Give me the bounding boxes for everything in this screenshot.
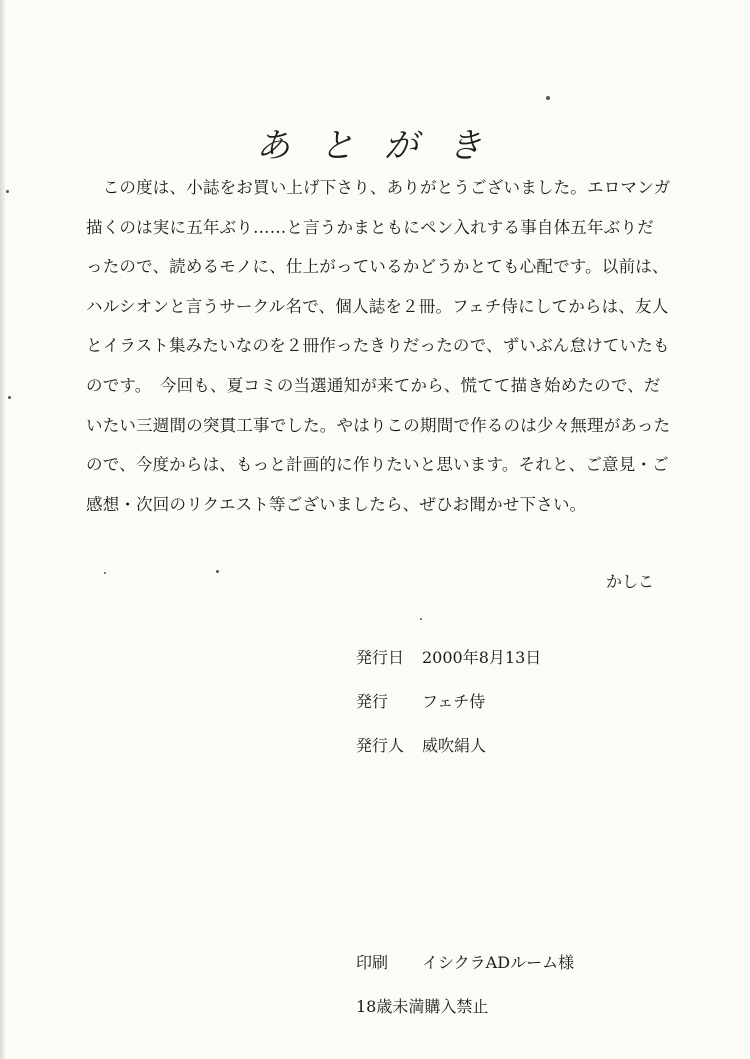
dust-speck [546, 96, 550, 100]
age-notice-row [356, 989, 574, 1033]
body-line: この度は、小誌をお買い上げ下さり、ありがとうございました。エロマンガ [86, 178, 671, 197]
signoff: かしこ [605, 572, 654, 591]
body-line: ハルシオンと言うサークル名で、個人誌を２冊。フェチ侍にしてからは、友人 [86, 296, 669, 316]
colophon-value: 2000年8月13日 [422, 648, 542, 667]
dust-speck [420, 618, 422, 620]
body-line: ので、今度からは、もっと計画的に作りたいと思います。それと、ご意見・ご [86, 455, 669, 475]
printing-row [356, 945, 574, 989]
colophon-value: 威吹絹人 [422, 736, 487, 755]
afterword-body [86, 168, 686, 524]
dust-speck [6, 190, 9, 193]
dust-speck [216, 570, 219, 573]
colophon [356, 640, 541, 772]
colophon-label: 発行日 [356, 648, 405, 667]
body-line: 描くのは実に五年ぶり……と言うかまともにペン入れする事自体五年ぶりだ [86, 217, 654, 237]
colophon-row-date [356, 640, 541, 684]
colophon-label: 発行人 [356, 736, 405, 755]
page-title: あとがき [256, 126, 512, 166]
printing-label: 印刷 [356, 953, 389, 972]
printing-value: イシクラADルーム様 [422, 953, 575, 972]
body-line: のです。 今回も、夏コミの当選通知が来てから、慌てて描き始めたので、だ [86, 375, 661, 395]
colophon-value: フェチ侍 [422, 692, 486, 711]
body-line: とイラスト集みたいなのを２冊作ったきりだったので、ずいぶん怠けていたも [86, 336, 670, 356]
dust-speck [104, 572, 106, 574]
body-line: ったので、読めるモノに、仕上がっているかどうかとても心配です。以前は、 [86, 257, 669, 277]
age-notice: 18歳未満購入禁止 [356, 997, 489, 1016]
dust-speck [8, 396, 11, 399]
colophon-label: 発行 [356, 692, 389, 711]
body-line: いたい三週間の突貫工事でした。やはりこの期間で作るのは少々無理があった [86, 415, 671, 435]
body-line: 感想・次回のリクエスト等ございましたら、ぜひお聞かせ下さい。 [86, 494, 587, 514]
printing-info [356, 945, 574, 1033]
colophon-row-publisher [356, 684, 541, 728]
colophon-row-issuer [356, 728, 541, 772]
